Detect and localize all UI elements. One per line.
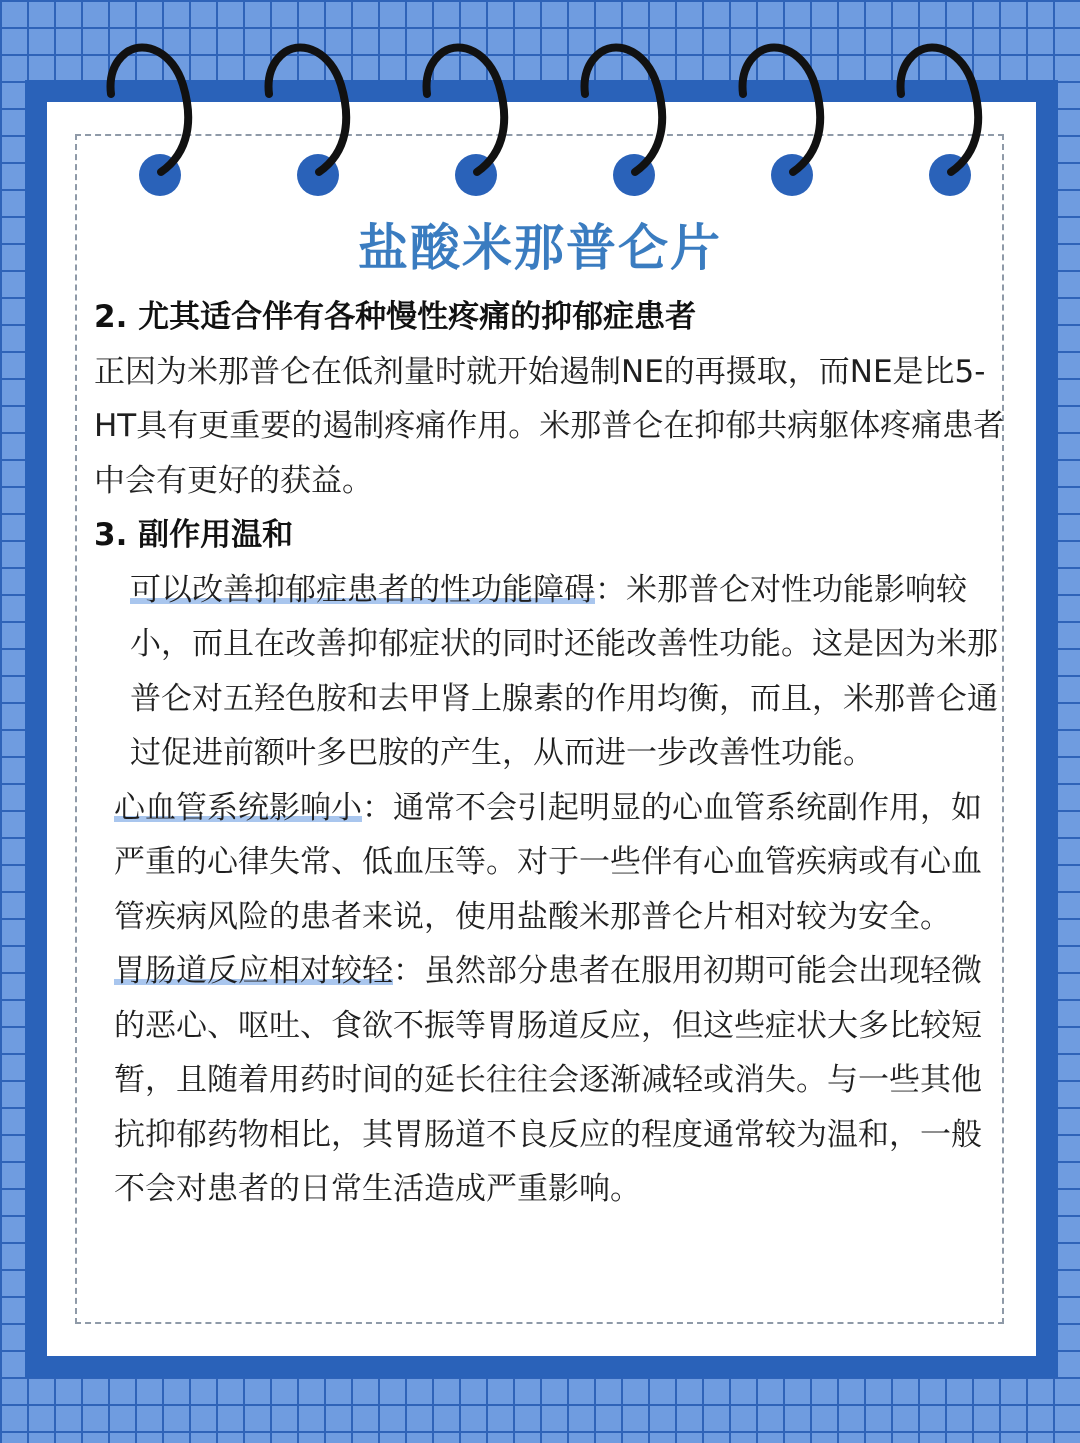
list-item (94, 563, 1006, 781)
article-body (94, 290, 1006, 1217)
item-text: ：通常不会引起明显的心血管系统副作用，如严重的心律失常、低血压等。对于一些伴有心血管疾病或有心血管疾病风险的患者来说，使用盐酸米那普仑片相对较为安全。 (114, 789, 982, 935)
item-text: ：米那普仑对性功能影响较小，而且在改善抑郁症状的同时还能改善性功能。这是因为米那普仑对五羟色胺和去甲肾上腺素的作用均衡，而且，米那普仑通过促进前额叶多巴胺的产生，从而进一步改善性功能。 (130, 571, 998, 771)
list-item (94, 944, 1006, 1217)
highlighted-term: 胃肠道反应相对较轻 (114, 953, 393, 989)
page-title: 盐酸米那普仑片 (358, 218, 722, 277)
highlighted-term: 心血管系统影响小 (114, 789, 362, 826)
section-heading: 3. 副作用温和 (94, 517, 294, 553)
list-item (94, 781, 1006, 945)
section-heading: 2. 尤其适合伴有各种慢性疼痛的抑郁症患者 (94, 299, 697, 335)
highlighted-term: 可以改善抑郁症患者的性功能障碍 (130, 571, 595, 608)
paragraph: 正因为米那普仑在低剂量时就开始遏制NE的再摄取，而NE是比5-HT具有更重要的遏制疼痛作用。米那普仑在抑郁共病躯体疼痛患者中会有更好的获益。 (94, 353, 1005, 499)
item-text: ：虽然部分患者在服用初期可能会出现轻微的恶心、呕吐、食欲不振等胃肠道反应，但这些症状大多比较短暂，且随着用药时间的延长往往会逐渐减轻或消失。与一些其他抗抑郁药物相比，其胃肠道不良反应的程度通常较为温和，一般不会对患者的日常生活造成严重影响。 (114, 953, 982, 1207)
